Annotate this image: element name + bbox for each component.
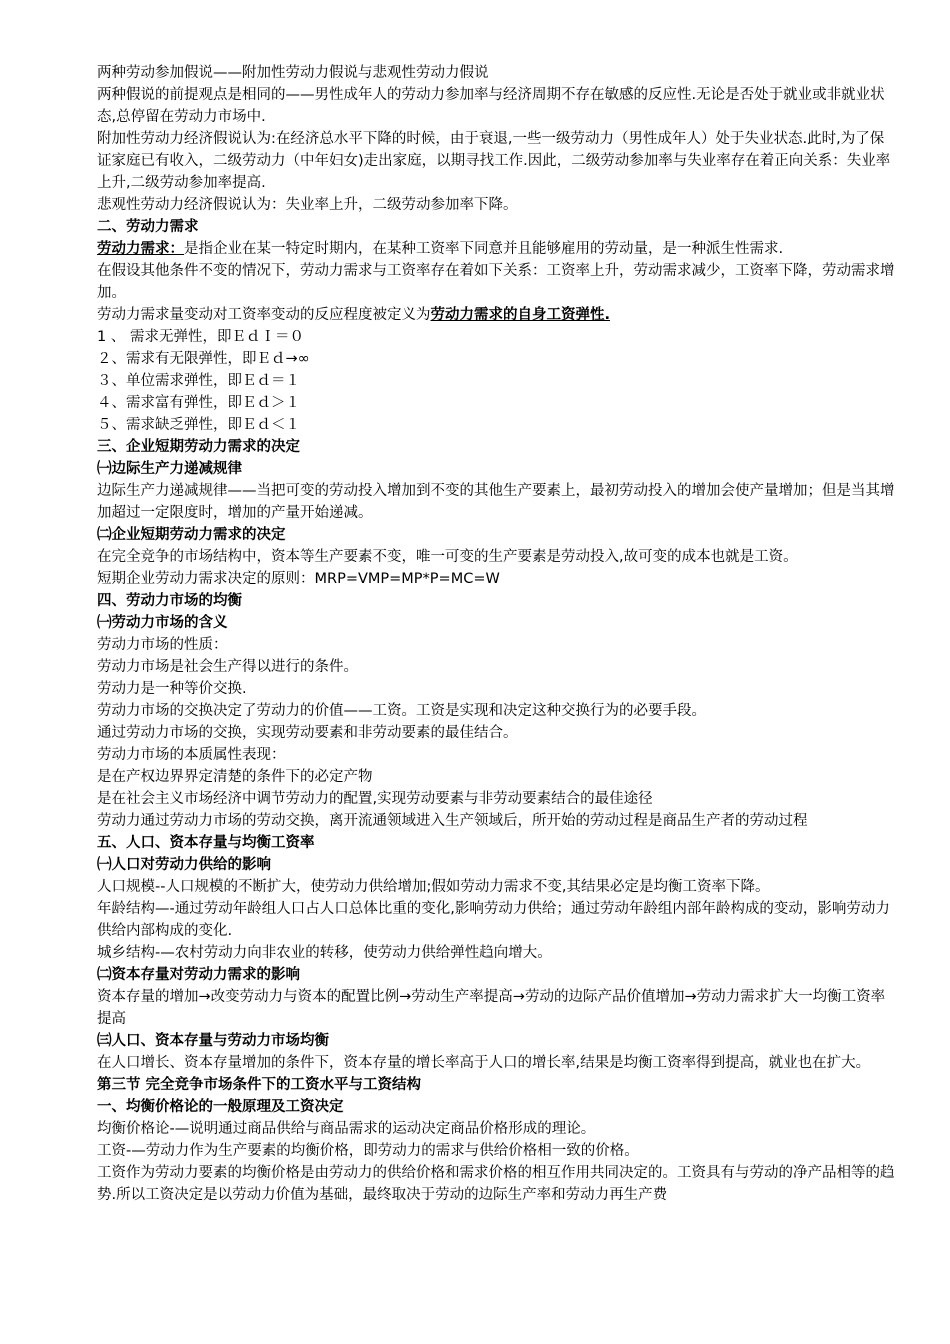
text-line: 劳动力市场的性质：	[97, 637, 228, 653]
section-heading: 三、企业短期劳动力需求的决定	[97, 439, 300, 455]
text-line: 通过劳动力市场的交换，实现劳动要素和非劳动要素的最佳结合。	[97, 725, 518, 741]
text-span: 劳动力需求量变动对工资率变动的反应程度被定义为	[97, 307, 431, 323]
text-line: 两种劳动参加假说——附加性劳动力假说与悲观性劳动力假说	[97, 65, 489, 81]
text-line: 工资作为劳动力要素的均衡价格是由劳动力的供给价格和需求价格的相互作用共同决定的。工资具有与劳动的净产品相等的趋势.所以工资决定是以劳动力价值为基础，最终取决于劳动的边际生产率和劳动力再生产费	[97, 1165, 895, 1203]
subsection-heading: ㈢人口、资本存量与劳动力市场均衡	[97, 1033, 329, 1049]
text-line: 短期企业劳动力需求决定的原则：MRP=VMP=MP*P=MC=W	[97, 571, 500, 587]
list-item: 1 、 需求无弹性，即ＥｄＩ＝０	[97, 329, 304, 345]
section-heading: 一、均衡价格论的一般原理及工资决定	[97, 1099, 344, 1115]
definition-text: 是指企业在某一特定时期内，在某种工资率下同意并且能够雇用的劳动量，是一种派生性需求.	[184, 241, 784, 257]
text-line: 劳动力是一种等价交换.	[97, 681, 247, 697]
section-heading: 五、人口、资本存量与均衡工资率	[97, 835, 315, 851]
text-line: 在人口增长、资本存量增加的条件下，资本存量的增长率高于人口的增长率,结果是均衡工资率得到提高，就业也在扩大。	[97, 1055, 871, 1071]
text-line: 人口规模--人口规模的不断扩大，使劳动力供给增加;假如劳动力需求不变,其结果必定是均衡工资率下降。	[97, 879, 770, 895]
text-line: 是在产权边界界定清楚的条件下的必定产物	[97, 769, 373, 785]
list-item: ４、需求富有弹性，即Ｅｄ＞１	[97, 395, 300, 411]
section-heading: 四、劳动力市场的均衡	[97, 593, 242, 609]
list-item: ２、需求有无限弹性，即Ｅｄ→∞	[97, 351, 310, 367]
text-line	[97, 304, 897, 326]
list-item: ５、需求缺乏弹性，即Ｅｄ＜１	[97, 417, 300, 433]
list-item: ３、单位需求弹性，即Ｅｄ＝１	[97, 373, 300, 389]
text-line: 年龄结构—-通过劳动年龄组人口占人口总体比重的变化,影响劳动力供给；通过劳动年龄组内部年龄构成的变动，影响劳动力供给内部构成的变化.	[97, 901, 890, 939]
text-line: 工资-—劳动力作为生产要素的均衡价格，即劳动力的需求与供给价格相一致的价格。	[97, 1143, 639, 1159]
chapter-heading: 第三节 完全竞争市场条件下的工资水平与工资结构	[97, 1077, 422, 1093]
text-line: 劳动力市场的本质属性表现：	[97, 747, 286, 763]
definition-line	[97, 238, 897, 260]
text-line: 城乡结构-—农村劳动力向非农业的转移，使劳动力供给弹性趋向增大。	[97, 945, 552, 961]
term-label: 劳动力需求：	[97, 241, 184, 257]
text-line: 在假设其他条件不变的情况下，劳动力需求与工资率存在着如下关系：工资率上升，劳动需求减少，工资率下降，劳动需求增加。	[97, 263, 895, 301]
subsection-heading: ㈡资本存量对劳动力需求的影响	[97, 967, 300, 983]
document-body	[97, 62, 897, 1206]
text-line: 资本存量的增加→改变劳动力与资本的配置比例→劳动生产率提高→劳动的边际产品价值增加→劳动力需求扩大一均衡工资率提高	[97, 989, 886, 1027]
text-line: 悲观性劳动力经济假说认为：失业率上升，二级劳动参加率下降。	[97, 197, 518, 213]
text-line: 劳动力通过劳动力市场的劳动交换，离开流通领域进入生产领域后，所开始的劳动过程是商品生产者的劳动过程	[97, 813, 808, 829]
subsection-heading: ㈡企业短期劳动力需求的决定	[97, 527, 286, 543]
text-line: 劳动力市场是社会生产得以进行的条件。	[97, 659, 358, 675]
text-line: 劳动力市场的交换决定了劳动力的价值——工资。工资是实现和决定这种交换行为的必要手段。	[97, 703, 706, 719]
subsection-heading: ㈠劳动力市场的含义	[97, 615, 228, 631]
term-emphasis: 劳动力需求的自身工资弹性.	[430, 307, 611, 323]
text-line: 均衡价格论-—说明通过商品供给与商品需求的运动决定商品价格形成的理论。	[97, 1121, 596, 1137]
text-line: 附加性劳动力经济假说认为:在经济总水平下降的时候，由于衰退,一些一级劳动力（男性成年人）处于失业状态.此时,为了保证家庭已有收入，二级劳动力（中年妇女)走出家庭，以期寻找工作.因此，二级劳动参加率与失业率存在着正向关系：失业率上升,二级劳动参加率提高.	[97, 131, 891, 191]
text-line: 是在社会主义市场经济中调节劳动力的配置,实现劳动要素与非劳动要素结合的最佳途径	[97, 791, 653, 807]
subsection-heading: ㈠边际生产力递减规律	[97, 461, 242, 477]
subsection-heading: ㈠人口对劳动力供给的影响	[97, 857, 271, 873]
text-line: 两种假说的前提观点是相同的——男性成年人的劳动力参加率与经济周期不存在敏感的反应性.无论是否处于就业或非就业状态,总停留在劳动力市场中.	[97, 87, 885, 125]
text-line: 在完全竞争的市场结构中，资本等生产要素不变，唯一可变的生产要素是劳动投入,故可变的成本也就是工资。	[97, 549, 798, 565]
text-line: 边际生产力递减规律——当把可变的劳动投入增加到不变的其他生产要素上，最初劳动投入的增加会使产量增加；但是当其增加超过一定限度时，增加的产量开始递减。	[97, 483, 895, 521]
section-heading: 二、劳动力需求	[97, 219, 199, 235]
